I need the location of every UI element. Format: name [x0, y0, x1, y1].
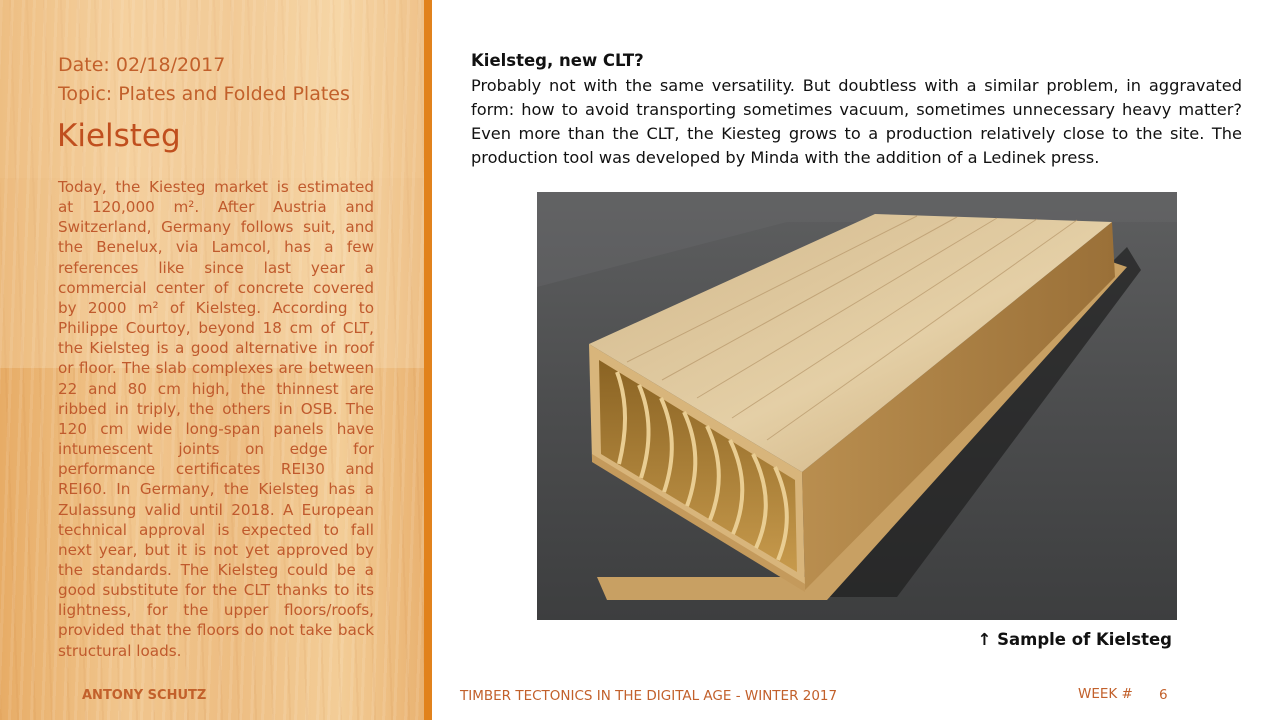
slide-date: Date: 02/18/2017 — [58, 54, 226, 76]
slide-title: Kielsteg — [57, 118, 181, 154]
left-body-text: Today, the Kiesteg market is estimated at 120,000 m². After Austria and Switzerland, Germany follows suit, and the Benelux, via Lamcol, has a few references like since last year a commercial center of concrete covered by 2000 m² of Kielsteg. According to Philippe Courtoy, beyond 18 cm of CLT, the Kielsteg is a good alternative in roof or floor. The slab complexes are between 22 and 80 cm high, the thinnest are ribbed in triply, the others in OSB. The 120 cm wide long-span panels have intumescent joints on edge for performance certificates REI30 and REI60. In Germany, the Kielsteg has a Zulassung valid until 2018. A European technical approval is expected to fall next year, but it is not yet approved by the standards. The Kielsteg could be a good substitute for the CLT thanks to its lightness, for the upper floors/roofs, provided that the floors do not take back structural loads. — [58, 178, 374, 660]
footer-page-number: 6 — [1159, 687, 1168, 703]
slide-topic: Topic: Plates and Folded Plates — [58, 83, 350, 105]
kielsteg-sample-photo — [537, 192, 1177, 620]
footer-week-label: WEEK # — [1078, 686, 1133, 702]
photo-caption-text: Sample of Kielsteg — [997, 630, 1172, 649]
author-name: ANTONY SCHUTZ — [82, 688, 207, 703]
footer-course-title: TIMBER TECTONICS IN THE DIGITAL AGE - WINTER 2017 — [460, 688, 838, 704]
main-heading: Kielsteg, new CLT? — [471, 51, 644, 70]
photo-caption — [978, 630, 1172, 649]
accent-divider — [424, 0, 432, 720]
main-body-text: Probably not with the same versatility. But doubtless with a similar problem, in aggravated form: how to avoid transporting sometimes vacuum, sometimes unnecessary heavy matter? Even more than the CLT, the Kiesteg grows to a production relatively close to the site. The production tool was developed by Minda with the addition of a Ledinek press. — [471, 76, 1242, 167]
arrow-up-icon: ↑ — [977, 630, 998, 649]
left-panel — [0, 0, 424, 720]
